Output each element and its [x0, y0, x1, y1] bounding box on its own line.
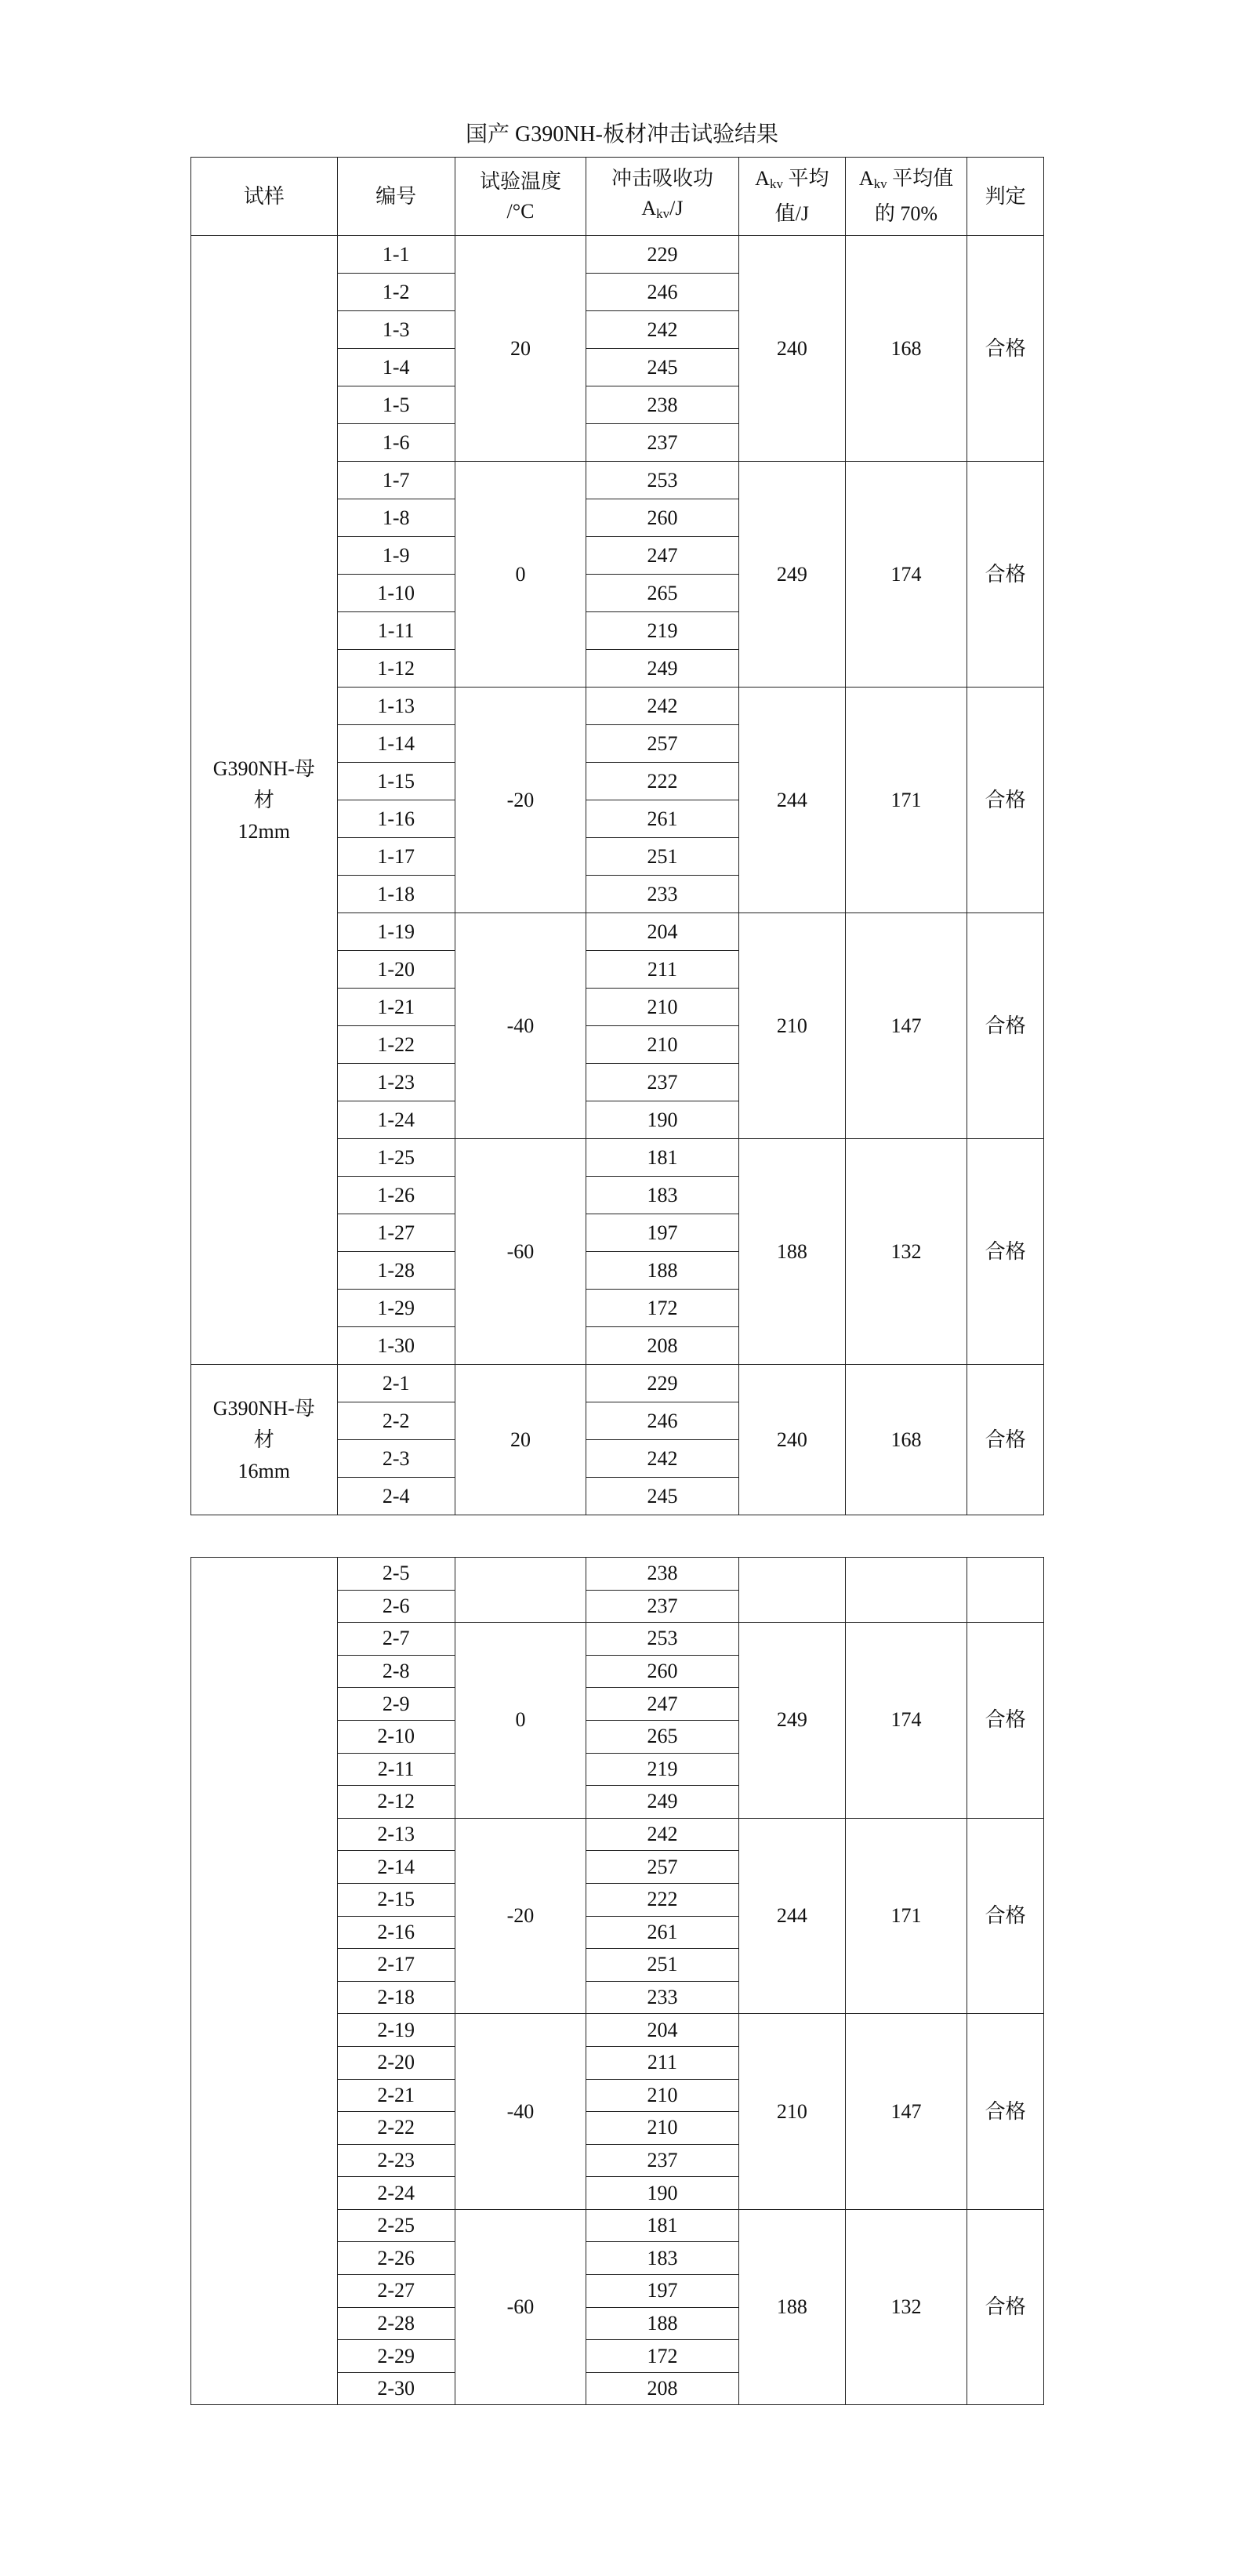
impact-energy: 249 [586, 1786, 739, 1819]
judgement-result: 合格 [967, 2209, 1044, 2405]
impact-energy: 181 [586, 1139, 739, 1177]
specimen-id: 1-9 [337, 537, 455, 575]
specimen-id: 2-4 [337, 1478, 455, 1515]
specimen-id: 1-2 [337, 274, 455, 311]
seventy-percent-value: 147 [845, 2014, 967, 2210]
impact-energy: 245 [586, 1478, 739, 1515]
specimen-id: 1-23 [337, 1064, 455, 1101]
specimen-id: 1-24 [337, 1101, 455, 1139]
average-energy: 210 [738, 2014, 845, 2210]
impact-energy: 246 [586, 274, 739, 311]
average-energy: 210 [738, 913, 845, 1139]
judgement-result: 合格 [967, 1365, 1044, 1515]
header-id: 编号 [337, 158, 455, 236]
impact-energy: 211 [586, 2046, 739, 2079]
specimen-id: 1-1 [337, 236, 455, 274]
impact-energy: 181 [586, 2209, 739, 2242]
test-temperature: -20 [455, 1818, 586, 2014]
specimen-id: 2-26 [337, 2242, 455, 2275]
header-energy: 冲击吸收功 $A_{kv}/J$ [586, 158, 739, 236]
specimen-id: 1-21 [337, 989, 455, 1026]
average-energy: 188 [738, 1139, 845, 1365]
specimen-id: 2-16 [337, 1916, 455, 1949]
impact-energy: 260 [586, 1655, 739, 1688]
judgement-result: 合格 [967, 2014, 1044, 2210]
specimen-id: 1-28 [337, 1252, 455, 1290]
specimen-id: 2-28 [337, 2307, 455, 2340]
seventy-percent-value: 132 [845, 1139, 967, 1365]
impact-energy: 233 [586, 1981, 739, 2014]
specimen-id: 1-26 [337, 1177, 455, 1214]
impact-energy: 183 [586, 1177, 739, 1214]
judgement-result: 合格 [967, 1818, 1044, 2014]
specimen-id: 1-4 [337, 349, 455, 386]
page-title: 国产 G390NH-板材冲击试验结果 [466, 122, 778, 147]
header-sample: 试样 [191, 158, 338, 236]
specimen-id: 2-21 [337, 2079, 455, 2112]
impact-energy: 204 [586, 2014, 739, 2047]
specimen-id: 2-13 [337, 1818, 455, 1851]
test-temperature [455, 1558, 586, 1623]
specimen-id: 1-6 [337, 424, 455, 462]
impact-energy: 222 [586, 1883, 739, 1916]
impact-energy: 188 [586, 2307, 739, 2340]
specimen-id: 2-19 [337, 2014, 455, 2047]
specimen-id: 1-15 [337, 763, 455, 800]
header-average: $A_{kv}$ 平均 值/J [738, 158, 845, 236]
seventy-percent-value [845, 1558, 967, 1623]
seventy-percent-value: 171 [845, 688, 967, 913]
specimen-id: 1-18 [337, 876, 455, 913]
specimen-id: 2-7 [337, 1623, 455, 1656]
test-temperature: -60 [455, 2209, 586, 2405]
specimen-id: 2-3 [337, 1440, 455, 1478]
impact-energy: 261 [586, 800, 739, 838]
specimen-id: 2-10 [337, 1720, 455, 1753]
specimen-id: 1-19 [337, 913, 455, 951]
impact-test-table-part2 [190, 1557, 1044, 2405]
impact-energy: 257 [586, 1851, 739, 1884]
specimen-id: 1-13 [337, 688, 455, 725]
specimen-id: 2-12 [337, 1786, 455, 1819]
impact-energy: 190 [586, 2177, 739, 2210]
specimen-id: 1-14 [337, 725, 455, 763]
specimen-id: 2-20 [337, 2046, 455, 2079]
specimen-id: 1-7 [337, 462, 455, 499]
specimen-id: 1-12 [337, 650, 455, 688]
impact-test-table-part1 [190, 157, 1044, 1515]
specimen-id: 1-22 [337, 1026, 455, 1064]
seventy-percent-value: 174 [845, 1623, 967, 1819]
impact-energy: 172 [586, 2340, 739, 2373]
seventy-percent-value: 168 [845, 1365, 967, 1515]
sample-name-cell: G390NH-母 材 16mm [191, 1365, 338, 1515]
average-energy: 249 [738, 462, 845, 688]
test-temperature: 0 [455, 1623, 586, 1819]
test-temperature: 20 [455, 1365, 586, 1515]
impact-energy: 246 [586, 1402, 739, 1440]
impact-energy: 247 [586, 1688, 739, 1721]
specimen-id: 2-8 [337, 1655, 455, 1688]
judgement-result: 合格 [967, 913, 1044, 1139]
average-energy [738, 1558, 845, 1623]
impact-energy: 251 [586, 838, 739, 876]
judgement-result: 合格 [967, 688, 1044, 913]
header-70-percent: $A_{kv}$ 平均值 的 70% [845, 158, 967, 236]
test-temperature: -40 [455, 913, 586, 1139]
impact-energy: 210 [586, 2112, 739, 2145]
impact-energy: 242 [586, 1440, 739, 1478]
impact-energy: 188 [586, 1252, 739, 1290]
impact-energy: 197 [586, 1214, 739, 1252]
impact-energy: 233 [586, 876, 739, 913]
average-energy: 240 [738, 1365, 845, 1515]
specimen-id: 2-25 [337, 2209, 455, 2242]
impact-energy: 247 [586, 537, 739, 575]
impact-energy: 211 [586, 951, 739, 989]
impact-energy: 210 [586, 989, 739, 1026]
impact-energy: 237 [586, 424, 739, 462]
impact-energy: 260 [586, 499, 739, 537]
seventy-percent-value: 132 [845, 2209, 967, 2405]
impact-energy: 237 [586, 1064, 739, 1101]
impact-energy: 219 [586, 612, 739, 650]
specimen-id: 2-29 [337, 2340, 455, 2373]
test-temperature: -60 [455, 1139, 586, 1365]
impact-energy: 237 [586, 2144, 739, 2177]
judgement-result [967, 1558, 1044, 1623]
header-judgement: 判定 [967, 158, 1044, 236]
table-row [191, 1558, 1044, 1591]
specimen-id: 2-2 [337, 1402, 455, 1440]
specimen-id: 1-30 [337, 1327, 455, 1365]
impact-energy: 208 [586, 1327, 739, 1365]
specimen-id: 2-27 [337, 2275, 455, 2308]
specimen-id: 1-16 [337, 800, 455, 838]
specimen-id: 1-5 [337, 386, 455, 424]
impact-energy: 253 [586, 1623, 739, 1656]
impact-energy: 210 [586, 2079, 739, 2112]
impact-energy: 208 [586, 2372, 739, 2405]
specimen-id: 1-29 [337, 1290, 455, 1327]
table-row [191, 236, 1044, 274]
average-energy: 244 [738, 688, 845, 913]
sample-name-cell: G390NH-母 材 12mm [191, 236, 338, 1365]
seventy-percent-value: 168 [845, 236, 967, 462]
impact-energy: 183 [586, 2242, 739, 2275]
judgement-result: 合格 [967, 236, 1044, 462]
specimen-id: 2-15 [337, 1883, 455, 1916]
impact-energy: 190 [586, 1101, 739, 1139]
impact-energy: 242 [586, 311, 739, 349]
judgement-result: 合格 [967, 462, 1044, 688]
specimen-id: 2-22 [337, 2112, 455, 2145]
average-energy: 249 [738, 1623, 845, 1819]
specimen-id: 1-3 [337, 311, 455, 349]
impact-energy: 197 [586, 2275, 739, 2308]
test-temperature: 0 [455, 462, 586, 688]
impact-energy: 242 [586, 1818, 739, 1851]
impact-energy: 238 [586, 1558, 739, 1591]
impact-energy: 251 [586, 1949, 739, 1982]
specimen-id: 2-11 [337, 1753, 455, 1786]
specimen-id: 1-27 [337, 1214, 455, 1252]
specimen-id: 2-6 [337, 1590, 455, 1623]
impact-energy: 229 [586, 236, 739, 274]
impact-energy: 257 [586, 725, 739, 763]
impact-energy: 245 [586, 349, 739, 386]
specimen-id: 2-30 [337, 2372, 455, 2405]
specimen-id: 1-25 [337, 1139, 455, 1177]
seventy-percent-value: 174 [845, 462, 967, 688]
specimen-id: 2-9 [337, 1688, 455, 1721]
average-energy: 240 [738, 236, 845, 462]
seventy-percent-value: 171 [845, 1818, 967, 2014]
seventy-percent-value: 147 [845, 913, 967, 1139]
specimen-id: 2-5 [337, 1558, 455, 1591]
table-header-row [191, 158, 1044, 236]
impact-energy: 222 [586, 763, 739, 800]
impact-energy: 238 [586, 386, 739, 424]
specimen-id: 1-10 [337, 575, 455, 612]
judgement-result: 合格 [967, 1623, 1044, 1819]
header-temp: 试验温度 /°C [455, 158, 586, 236]
specimen-id: 2-24 [337, 2177, 455, 2210]
average-energy: 244 [738, 1818, 845, 2014]
impact-energy: 253 [586, 462, 739, 499]
impact-energy: 229 [586, 1365, 739, 1402]
impact-energy: 219 [586, 1753, 739, 1786]
specimen-id: 2-23 [337, 2144, 455, 2177]
impact-energy: 249 [586, 650, 739, 688]
specimen-id: 2-1 [337, 1365, 455, 1402]
specimen-id: 1-8 [337, 499, 455, 537]
impact-energy: 261 [586, 1916, 739, 1949]
table-row [191, 1365, 1044, 1402]
specimen-id: 2-14 [337, 1851, 455, 1884]
impact-energy: 237 [586, 1590, 739, 1623]
specimen-id: 1-17 [337, 838, 455, 876]
sample-name-cell [191, 1558, 338, 2405]
impact-energy: 172 [586, 1290, 739, 1327]
impact-energy: 265 [586, 1720, 739, 1753]
specimen-id: 2-17 [337, 1949, 455, 1982]
test-temperature: 20 [455, 236, 586, 462]
specimen-id: 1-20 [337, 951, 455, 989]
test-temperature: -20 [455, 688, 586, 913]
impact-energy: 265 [586, 575, 739, 612]
specimen-id: 2-18 [337, 1981, 455, 2014]
test-temperature: -40 [455, 2014, 586, 2210]
impact-energy: 204 [586, 913, 739, 951]
impact-energy: 242 [586, 688, 739, 725]
impact-energy: 210 [586, 1026, 739, 1064]
judgement-result: 合格 [967, 1139, 1044, 1365]
specimen-id: 1-11 [337, 612, 455, 650]
average-energy: 188 [738, 2209, 845, 2405]
